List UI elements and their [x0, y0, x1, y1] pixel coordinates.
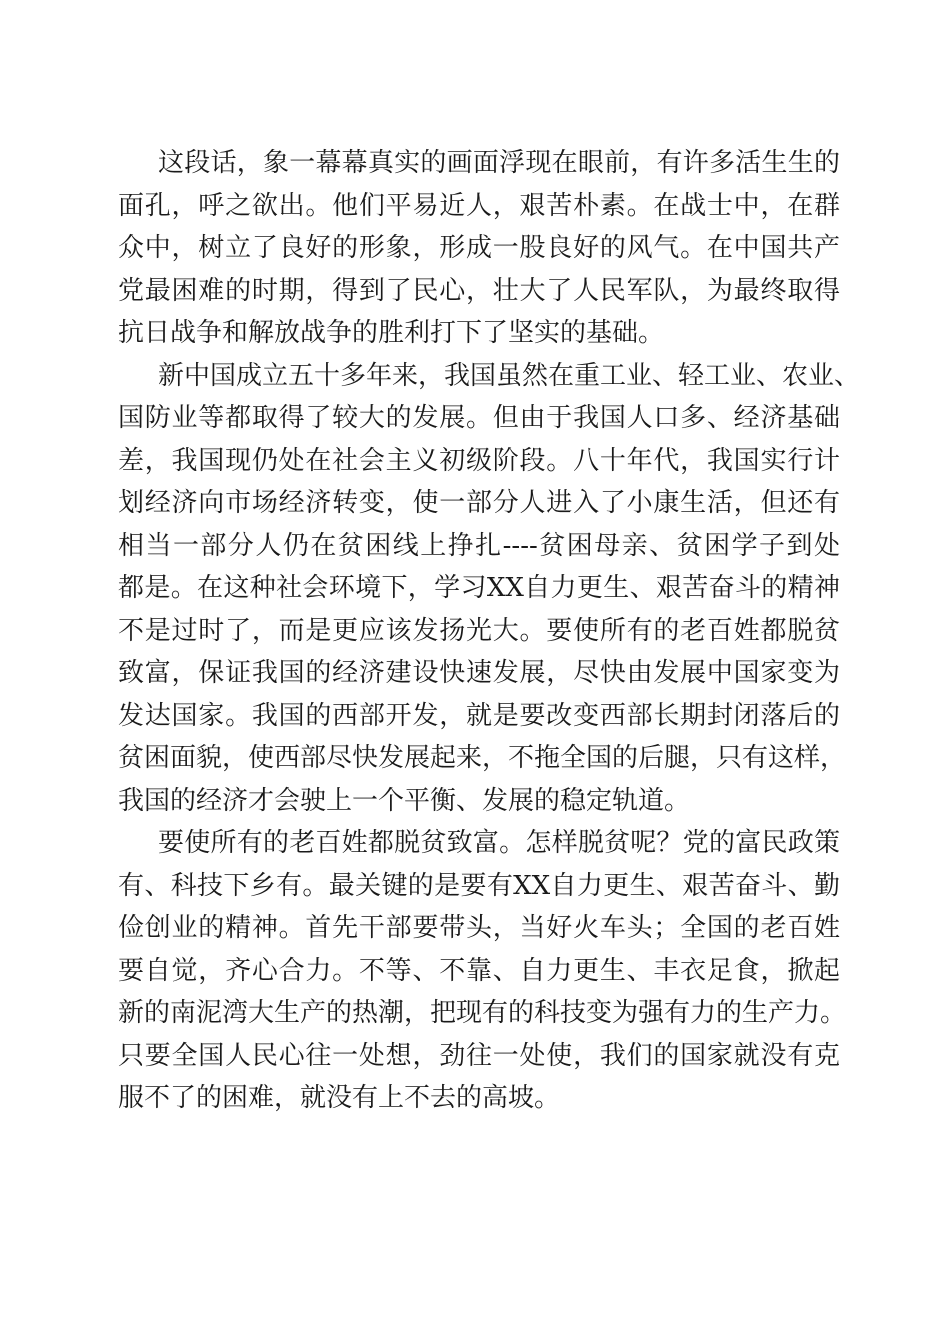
body-text — [118, 142, 861, 1120]
paragraph-1 — [118, 142, 840, 355]
text-line: 划经济向市场经济转变，使一部分人进入了小康生活，但还有 — [118, 488, 840, 518]
text-line: 众中，树立了良好的形象，形成一股良好的风气。在中国共产 — [118, 233, 840, 263]
text-line: 都是。在这种社会环境下，学习XX自力更生、艰苦奋斗的精神 — [118, 573, 840, 603]
text-line: 要自觉，齐心合力。不等、不靠、自力更生、丰衣足食，掀起 — [118, 955, 840, 986]
text-line: 这段话，象一幕幕真实的画面浮现在眼前，有许多活生生的 — [158, 148, 840, 178]
text-line: 贫困面貌，使西部尽快发展起来，不拖全国的后腿，只有这样， — [118, 743, 847, 773]
text-line: 有、科技下乡有。最关键的是要有XX自力更生、艰苦奋斗、勤 — [118, 870, 840, 901]
text-line: 要使所有的老百姓都脱贫致富。怎样脱贫呢？党的富民政策 — [158, 828, 840, 858]
text-line: 新的南泥湾大生产的热潮，把现有的科技变为强有力的生产力。 — [118, 998, 847, 1028]
paragraph-3 — [118, 822, 847, 1120]
text-line: 服不了的困难，就没有上不去的高坡。 — [118, 1083, 561, 1113]
text-line: 只要全国人民心往一处想，劲往一处使，我们的国家就没有克 — [118, 1040, 840, 1071]
text-line: 俭创业的精神。首先干部要带头，当好火车头；全国的老百姓 — [118, 913, 840, 943]
text-line: 致富，保证我国的经济建设快速发展，尽快由发展中国家变为 — [118, 658, 840, 688]
text-line: 抗日战争和解放战争的胜利打下了坚实的基础。 — [118, 318, 665, 348]
text-line: 发达国家。我国的西部开发，就是要改变西部长期封闭落后的 — [118, 700, 840, 731]
text-line: 国防业等都取得了较大的发展。但由于我国人口多、经济基础 — [118, 403, 840, 433]
text-line: 面孔，呼之欲出。他们平易近人，艰苦朴素。在战士中，在群 — [118, 190, 840, 221]
text-line: 差，我国现仍处在社会主义初级阶段。八十年代，我国实行计 — [118, 445, 840, 476]
paragraph-2 — [118, 355, 861, 823]
text-line: 相当一部分人仍在贫困线上挣扎----贫困母亲、贫困学子到处 — [118, 530, 840, 561]
text-line: 我国的经济才会驶上一个平衡、发展的稳定轨道。 — [118, 785, 691, 816]
text-line: 党最困难的时期，得到了民心，壮大了人民军队，为最终取得 — [118, 275, 840, 306]
text-line: 新中国成立五十多年来，我国虽然在重工业、轻工业、农业、 — [158, 360, 861, 391]
text-line: 不是过时了，而是更应该发扬光大。要使所有的老百姓都脱贫 — [118, 615, 840, 646]
